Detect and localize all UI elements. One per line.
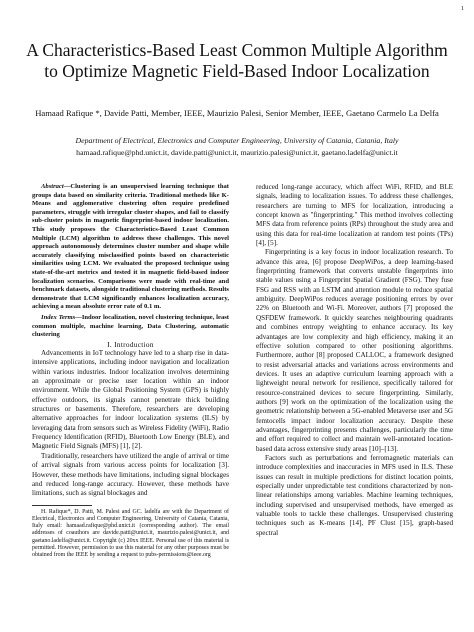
body-paragraph-continued: reduced long-range accuracy, which affect WiFi, RFID, and BLE signals, leading to localization issues. To address these challenges, researchers are turning to MFS for localization, introducing a concept known as "fingerprinting." This method involves collecting MFS data from reference points (RPs) throughout the study area and using this data for real-time localization at random test points (TPs) [4], [5]. <box>256 183 453 248</box>
index-terms-text: —Indoor localization, novel clustering technique, least common multiple, machine learning, Data Clustering, automatic clustering <box>32 313 229 339</box>
intro-paragraph-1: Advancements in IoT technology have led to a sharp rise in data-intensive applications, including indoor navigation and localization within various industries. Indoor localization involves determining an approximate or precise user location within an indoor environment. While the Global Positioning System (GPS) is highly effective outdoors, its signals cannot penetrate thick building structures or basements. Therefore, researchers are developing alternative approaches for indoor localization systems (ILS) by leveraging data from sensors such as Wireless Fidelity (WiFi), Radio Frequency Identification (RFID), Bluetooth Low Energy (BLE), and Magnetic Field Signals (MFS) [1], [2]. <box>32 349 229 451</box>
author-emails: hamaad.rafique@phd.unict.it, davide.patti@unict.it, maurizio.palesi@unict.it, gaetano.ladelfa@unict.it <box>76 148 398 157</box>
left-column <box>32 183 229 560</box>
right-column <box>256 183 453 538</box>
abstract <box>32 183 229 312</box>
page-number: 1 <box>461 6 464 12</box>
paper-title: A Characteristics-Based Least Common Multiple Algorithm to Optimize Magnetic Field-Based Indoor Localization <box>26 40 448 81</box>
intro-paragraph-2: Traditionally, researchers have utilized the angle of arrival or time of arrival signals from various access points for localization [3]. However, these methods have limitations, including signal blockages and reduced long-range accuracy. However, these methods have limitations, such as signal blockages and <box>32 451 229 498</box>
body-paragraph-fingerprinting: Fingerprinting is a key focus in indoor localization research. To advance this area, [6] propose DeepWiPos, a deep learning-based fingerprinting framework that converts unstable fingerprints into stable values using a Fingerprint Spatial Gradient (FSG). They fuse FSG and RSS with an LSTM and attention module to reduce spatial ambiguity. DeepWiPos reduces average positioning errors by over 22% on Bluetooth and Wi-Fi. Moreover, authors [7] proposed the QSFDEW framework. It quickly searches neighbouring quadrants and combines entropy weighting to enhance accuracy. Its key advantages are low complexity and high efficiency, making it an effective solution compared to other positioning algorithms. Furthermore, author [8] proposed CALLOC, a framework designed to resist adversarial attacks and variations across environments and devices. It uses an adaptive curriculum learning approach with a lightweight neural network for resilience, specifically tailored for resource-constrained devices to secure fingerprinting. Similarly, authors [9] work on the optimization of the localization using the geometric relationship between a 5G-enabled Metaverse user and 5G femtocells impact indoor localization accuracy. Despite these advantages, fingerprinting presents challenges, particularly the time and effort required to collect and maintain well-annotated location-based data across extensive study areas [10]–[13]. <box>256 248 453 453</box>
author-list: Hamaad Rafique *, Davide Patti, Member, IEEE, Maurizio Palesi, Senior Member, IEEE, Gaetano Carmelo La Delfa <box>35 108 439 118</box>
abstract-text: —Clustering is an unsupervised learning technique that groups data based on similarity criteria. Traditional methods like K-Means and agglomerative clustering often require predefined parameters, struggle with irregular cluster shapes, and fail to classify sub-cluster points in magnetic fingerprint-based indoor localization. This study proposes the Characteristics-Based Least Common Multiple (LCM) algorithm to address these challenges. This novel approach autonomously determines cluster number and shape while accurately classifying misclassified points based on characteristic similarities using LCM. We evaluated the proposed technique using state-of-the-art metrics and tested it in magnetic field-based indoor localization scenarios. Comparisons were made with real-time and benchmark datasets, alongside traditional clustering methods. Results demonstrate that LCM significantly enhances localization accuracy, achieving a mean absolute error rate of 0.1 m. <box>32 183 229 311</box>
body-paragraph-factors: Factors such as perturbations and ferromagnetic materials can introduce complexities and inaccuracies in MFS used in ILS. These issues can result in multiple predictions for distinct location points, especially under unpredictable test conditions characterized by non-linear relationships among variables. Machine learning techniques, including supervised and unsupervised methods, have emerged as valuable tools to tackle these challenges. Unsupervised clustering techniques such as K-means [14], PF Clust [15], graph-based spectral <box>256 453 453 537</box>
author-footnote: H. Rafique*, D. Patti, M. Palesi and GC. ladelfa are with the Department of Electrical, Electronics and Computer Engineering, University of Catania, Catania, Italy email: hamaad.rafique@phd.unict.it (corresponding author). The email addresses of coauthors are davide.patti@unict.it, maurizio.palesi@unict.it, and gaetano.ladelfa@unict.it. Copyright (c) 20xx IEEE. Personal use of this material is permitted. However, permission to use this material for any other purposes must be obtained from the IEEE by sending a request to pubs-permissions@ieee.org <box>32 508 229 559</box>
section-heading-introduction: I. Introduction <box>107 339 154 349</box>
footnote-divider <box>32 505 92 506</box>
index-terms <box>32 314 229 340</box>
abstract-lead: Abstract <box>41 183 64 190</box>
affiliation: Department of Electrical, Electronics and Computer Engineering, University of Catania, Catania, Italy <box>75 136 399 145</box>
index-terms-lead: Index Terms <box>41 313 76 321</box>
